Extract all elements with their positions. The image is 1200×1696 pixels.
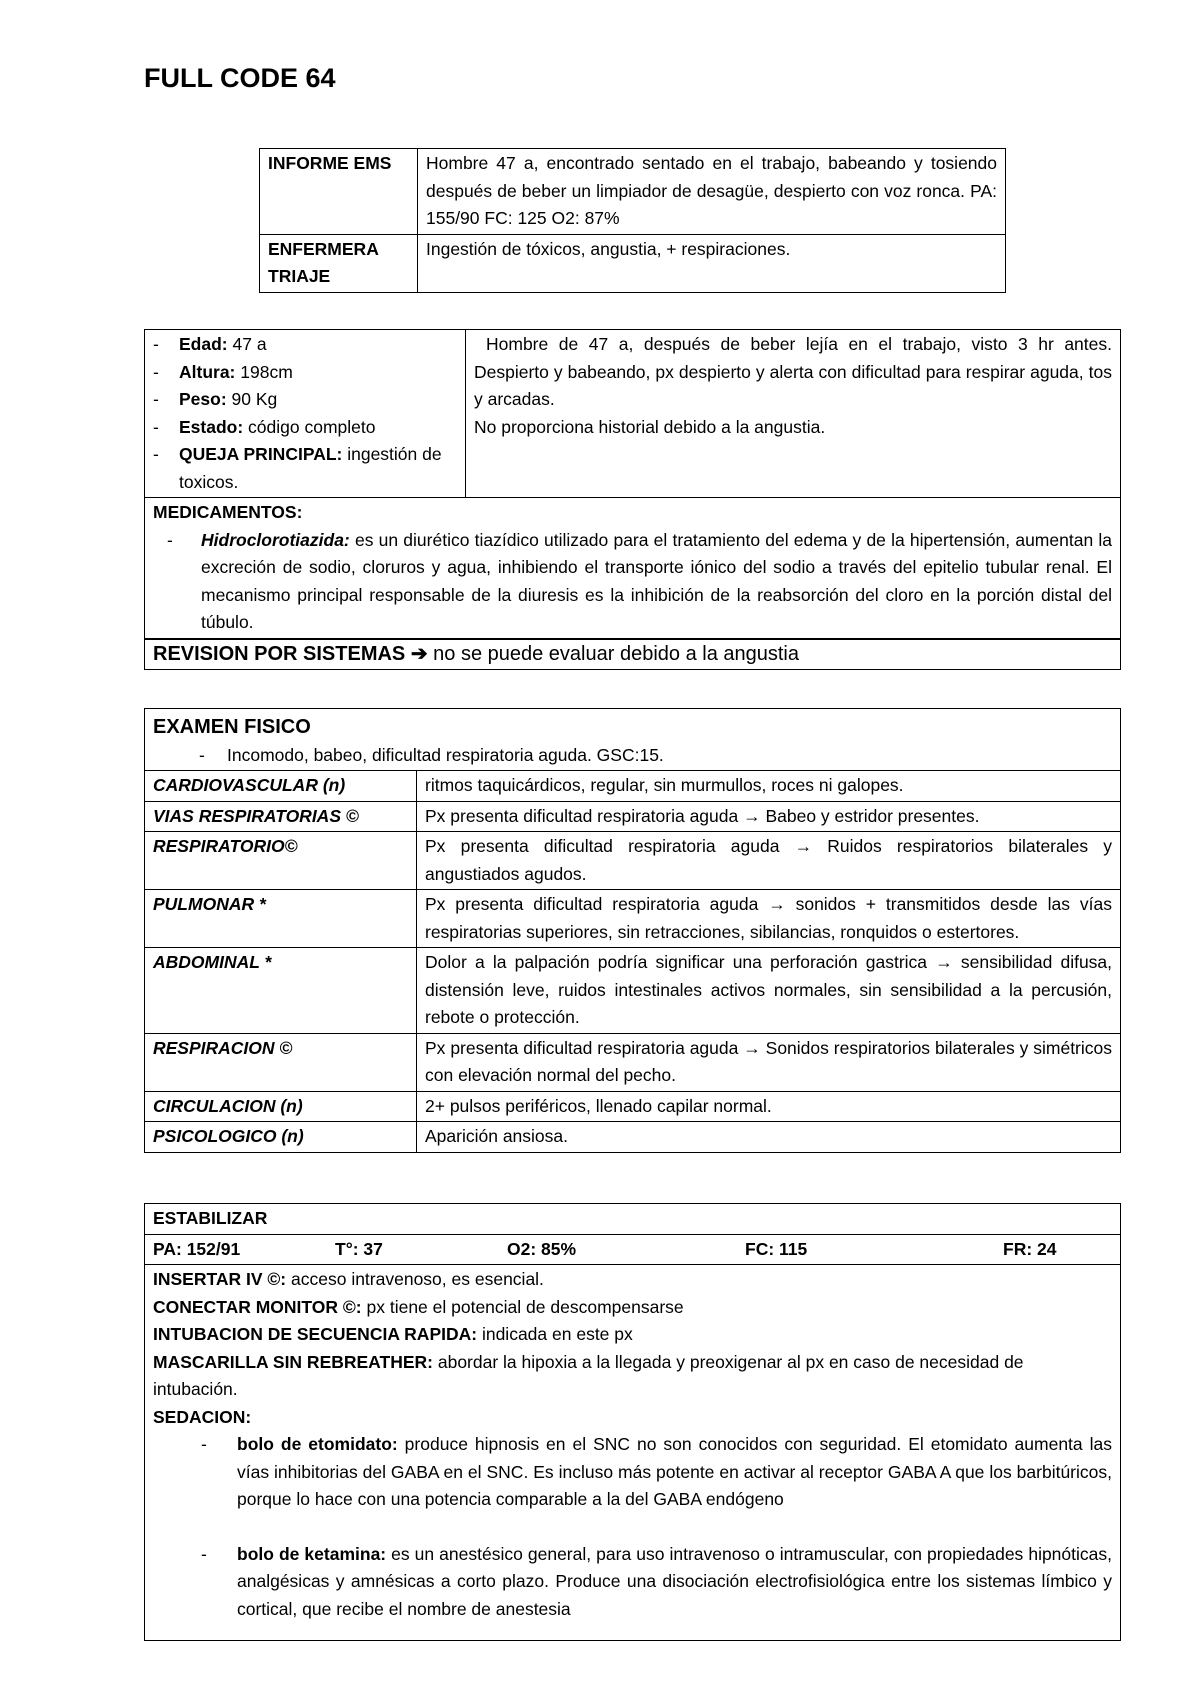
table-row (145, 948, 1121, 1034)
action-label: INTUBACION DE SECUENCIA RAPIDA: (153, 1324, 478, 1344)
patient-narrative (466, 330, 1121, 498)
action-label: INSERTAR IV ©: (153, 1269, 287, 1289)
exam-finding: Dolor a la palpación podría significar una perforación gastrica → sensibilidad difusa, distensión leve, ruidos intestinales activos normales, sin sensibilidad a la percusión, rebote o protección. (417, 948, 1121, 1034)
exam-label: CIRCULACION (n) (145, 1091, 417, 1122)
action-text: px tiene el potencial de descompensarse (361, 1296, 684, 1317)
medication-description: es un diurético tiazídico utilizado para el tratamiento del edema y de la hipertensión, aumentan la excreción de sodio, cloruros y agua, inhibiendo el transporte iónico del sodio a través del epitelio tubular renal. El mecanismo principal responsable de la diuresis es la inhibición de la reabsorción del cloro en la porción distal del túbulo. (201, 529, 1112, 632)
list-item (145, 414, 457, 442)
vital-temp: T°: 37 (335, 1238, 383, 1259)
patient-info-table (144, 329, 1121, 670)
vital-rr: FR: 24 (1003, 1238, 1057, 1259)
action-text: abordar la hipoxia a la llegada y preoxigenar al px en caso de necesidad de intubación. (153, 1351, 1024, 1399)
complaint-label: QUEJA PRINCIPAL: (179, 444, 343, 464)
physical-exam-table (144, 708, 1121, 1153)
stabilize-actions (145, 1265, 1121, 1641)
triage-row (260, 234, 1006, 292)
exam-label: RESPIRACION © (145, 1033, 417, 1091)
exam-finding: ritmos taquicárdicos, regular, sin murmullos, roces ni galopes. (417, 771, 1121, 802)
list-item (145, 441, 457, 496)
status-value: código completo (243, 416, 376, 437)
narrative-note: No proporciona historial debido a la angustia. (474, 416, 826, 437)
stabilize-heading: ESTABILIZAR (145, 1204, 1121, 1235)
exam-label: PSICOLOGICO (n) (145, 1122, 417, 1153)
triage-text: Ingestión de tóxicos, angustia, + respiraciones. (418, 234, 1006, 292)
table-row (145, 771, 1121, 802)
table-row (145, 890, 1121, 948)
medication-item (153, 527, 1112, 637)
height-label: Altura: (179, 361, 236, 382)
action-label: CONECTAR MONITOR ©: (153, 1296, 362, 1317)
ros-text: no se puede evaluar debido a la angustia (433, 642, 799, 665)
table-row (145, 1033, 1121, 1091)
weight-label: Peso: (179, 389, 227, 409)
ros-label: REVISION POR SISTEMAS (153, 642, 406, 665)
status-label: Estado: (179, 416, 244, 437)
exam-finding: Aparición ansiosa. (417, 1122, 1121, 1153)
arrow-icon: ➔ (410, 642, 428, 665)
list-item (145, 331, 457, 359)
medications-cell (145, 498, 1121, 639)
exam-general (153, 742, 1112, 770)
list-item (145, 386, 457, 414)
review-of-systems (145, 639, 1121, 670)
table-row (145, 1091, 1121, 1122)
exam-label: VIAS RESPIRATORIAS © (145, 801, 417, 832)
weight-value: 90 Kg (226, 389, 278, 409)
list-item (145, 359, 457, 387)
ems-text: Hombre 47 a, encontrado sentado en el trabajo, babeando y tosiendo después de beber un limpiador de desagüe, despierto con voz ronca. PA: 155/90 FC: 125 O2: 87% (418, 149, 1006, 235)
narrative-text: Hombre de 47 a, después de beber lejía en el trabajo, visto 3 hr antes. Despierto y babeando, px despierto y alerta con dificultad para respirar aguda, tos y arcadas. (474, 334, 1112, 409)
vital-hr: FC: 115 (745, 1238, 808, 1259)
exam-header-cell (145, 709, 1121, 771)
exam-label: PULMONAR * (145, 890, 417, 948)
vitals-row (145, 1234, 1121, 1265)
drug-name: bolo de etomidato: (237, 1434, 398, 1454)
exam-finding: Px presenta dificultad respiratoria aguda → sonidos + transmitidos desde las vías respiratorias superiores, sin retracciones, sibilancias, ronquidos o estertores. (417, 890, 1121, 948)
table-row (145, 1122, 1121, 1153)
exam-heading: EXAMEN FISICO (153, 716, 311, 738)
patient-demographics (145, 330, 466, 498)
action-item (153, 1294, 1112, 1322)
action-item (153, 1266, 1112, 1294)
exam-general-text: Incomodo, babeo, dificultad respiratoria aguda. GSC:15. (227, 744, 664, 765)
age-label: Edad: (179, 334, 228, 354)
exam-finding: Px presenta dificultad respiratoria aguda → Sonidos respiratorios bilaterales y simétricos con elevación normal del pecho. (417, 1033, 1121, 1091)
drug-description: produce hipnosis en el SNC no son conocidos con seguridad. El etomidato aumenta las vías inhibitorias del GABA en el SNC. Es incluso más potente en activar al receptor GABA A que los barbitúricos, porque lo hace con una potencia comparable a la del GABA endógeno (237, 1434, 1112, 1509)
table-row (145, 801, 1121, 832)
medication-name: Hidroclorotiazida: (201, 529, 350, 550)
drug-description: es un anestésico general, para uso intravenoso o intramuscular, con propiedades hipnóticas, analgésicas y amnésicas a corto plazo. Produce una disociación electrofisiológica entre los sistemas límbico y cortical, que recibe el nombre de anestesia (237, 1543, 1112, 1619)
document-title: FULL CODE 64 (144, 63, 336, 93)
exam-finding: 2+ pulsos periféricos, llenado capilar normal. (417, 1091, 1121, 1122)
exam-label: RESPIRATORIO© (145, 832, 417, 890)
exam-finding: Px presenta dificultad respiratoria aguda → Babeo y estridor presentes. (417, 801, 1121, 832)
age-value: 47 a (227, 334, 267, 354)
action-label: MASCARILLA SIN REBREATHER: (153, 1351, 433, 1372)
vital-o2: O2: 85% (507, 1238, 577, 1259)
medications-heading: MEDICAMENTOS: (153, 502, 303, 522)
action-item (153, 1349, 1112, 1404)
action-text: acceso intravenoso, es esencial. (286, 1269, 544, 1289)
ems-report-table (259, 148, 1006, 293)
exam-label: CARDIOVASCULAR (n) (145, 771, 417, 802)
list-item (153, 1541, 1112, 1624)
exam-label: ABDOMINAL * (145, 948, 417, 1034)
action-text: indicada en este px (477, 1324, 633, 1344)
list-dash: - (167, 529, 173, 550)
complaint-value: ingestión de toxicos. (179, 444, 442, 492)
vital-bp: PA: 152/91 (153, 1238, 241, 1259)
exam-finding: Px presenta dificultad respiratoria aguda → Ruidos respiratorios bilaterales y angustiados agudos. (417, 832, 1121, 890)
table-row (145, 832, 1121, 890)
action-item (153, 1321, 1112, 1349)
list-item (153, 1431, 1112, 1514)
drug-name: bolo de ketamina: (237, 1543, 387, 1564)
ems-row (260, 149, 1006, 235)
height-value: 198cm (235, 361, 293, 382)
stabilize-table (144, 1203, 1121, 1641)
list-dash: - (199, 744, 205, 765)
sedation-heading: SEDACION: (153, 1406, 252, 1427)
triage-label: ENFERMERA TRIAJE (260, 234, 418, 292)
ems-label: INFORME EMS (260, 149, 418, 235)
